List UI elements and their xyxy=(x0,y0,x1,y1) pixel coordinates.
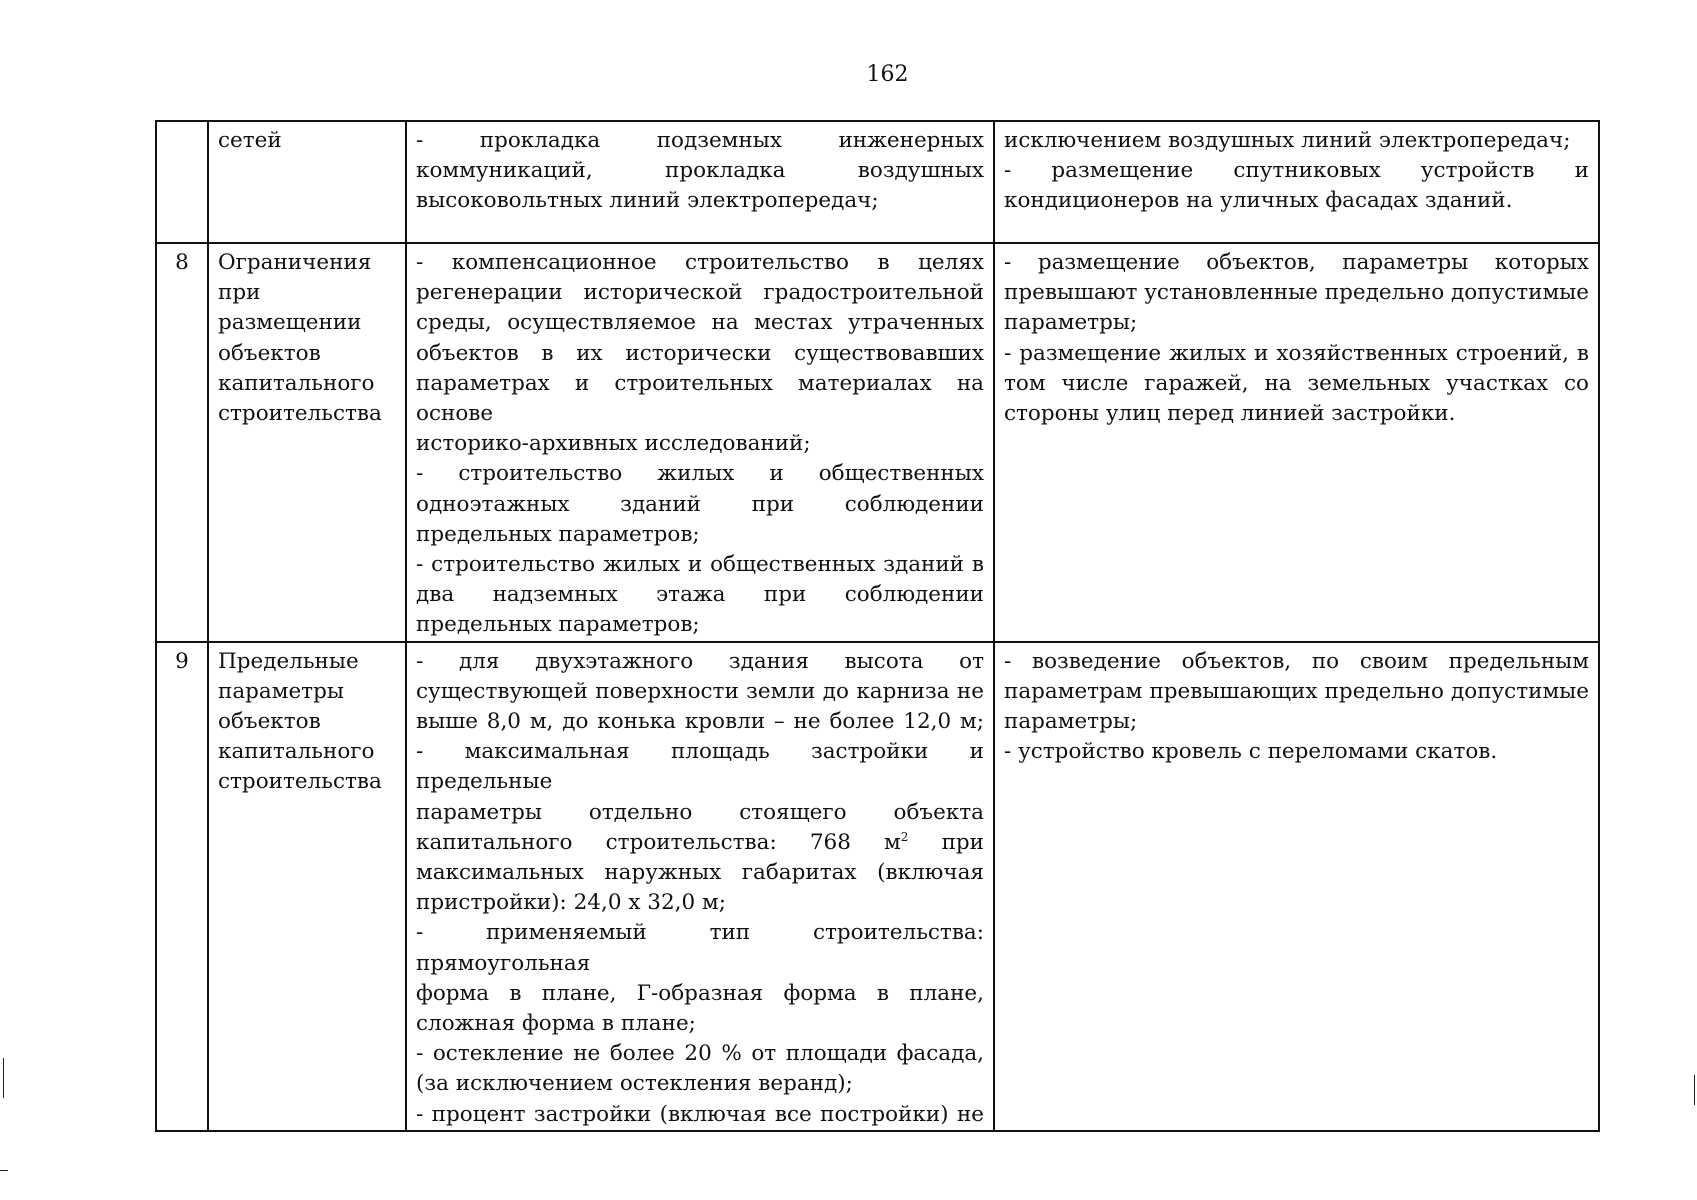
text-line: параметры; xyxy=(1004,709,1138,735)
text-line: - строительство жилых и общественных xyxy=(416,461,984,487)
text-line: выше 8,0 м, до конька кровли – не более 12,0 м; xyxy=(416,709,984,735)
text-line: капитального xyxy=(218,739,375,765)
superscript-two: 2 xyxy=(900,829,909,844)
table-row xyxy=(156,121,1599,243)
text-line: два надземных этажа при соблюдении xyxy=(416,582,984,608)
text-line: превышают установленные предельно допустимые xyxy=(1004,280,1590,306)
text-line: при xyxy=(218,280,261,306)
text-line: пристройки): 24,0 х 32,0 м; xyxy=(416,890,726,916)
text-line: параметры; xyxy=(1004,310,1138,336)
text-line: - для двухэтажного здания высота от xyxy=(416,648,984,674)
text-line: - размещение спутниковых устройств и xyxy=(1004,158,1589,184)
table-row xyxy=(156,243,1599,642)
text-line: - остекление не более 20 % от площади фасада, xyxy=(416,1041,984,1067)
table-row xyxy=(156,642,1599,1131)
scan-artifact-right xyxy=(1694,1075,1695,1105)
text-line: одноэтажных зданий при соблюдении xyxy=(416,491,984,517)
text-line: размещении xyxy=(218,310,362,336)
prohibited-cell xyxy=(994,121,1599,243)
text-line: капитального строительства: 768 $м^2$ при xyxy=(416,829,984,855)
text-line: - размещение объектов, параметры которых xyxy=(1004,250,1589,275)
text-line: объектов xyxy=(218,340,321,366)
text-line: предельных параметров; xyxy=(416,612,700,638)
allowed-cell xyxy=(406,642,994,1131)
text-line: стороны улиц перед линией застройки. xyxy=(1004,401,1456,427)
text-line: параметрам превышающих предельно допустимые xyxy=(1004,678,1589,704)
regulations-table xyxy=(155,120,1600,1132)
text-line: среды, осуществляемое на местах утраченных xyxy=(416,310,984,336)
text-line: объектов xyxy=(218,709,321,735)
row-number-cell: 8 xyxy=(156,243,208,642)
prohibited-cell xyxy=(994,243,1599,642)
parameter-name-cell xyxy=(208,243,406,642)
scan-artifact-left xyxy=(3,1058,4,1098)
text-line: объектов в их исторически существовавших xyxy=(416,340,984,366)
text-line: Предельные xyxy=(218,648,359,674)
text-line: капитального xyxy=(218,370,375,396)
text-line: исключением воздушных линий электропередач; xyxy=(1004,128,1571,153)
text-line: существующей поверхности земли до карниза не xyxy=(416,678,984,704)
text-line: Ограничения xyxy=(218,250,372,275)
text-line: сложная форма в плане; xyxy=(416,1011,696,1037)
text-line: - размещение жилых и хозяйственных строений, в xyxy=(1004,340,1589,366)
text-line: - возведение объектов, по своим предельным xyxy=(1004,648,1589,674)
allowed-cell xyxy=(406,243,994,642)
page-number: 162 xyxy=(866,62,909,87)
text-line: (за исключением остекления веранд); xyxy=(416,1071,853,1097)
text-line: том числе гаражей, на земельных участках со xyxy=(1004,370,1589,396)
text-line: коммуникаций, прокладка воздушных xyxy=(416,158,984,184)
text-line: кондиционеров на уличных фасадах зданий. xyxy=(1004,188,1513,214)
text-line: историко-архивных исследований; xyxy=(416,431,811,457)
text-line: - процент застройки (включая все постройки) не xyxy=(416,1101,984,1127)
text-line: - компенсационное строительство в целях xyxy=(416,250,984,275)
row-number-cell xyxy=(156,121,208,243)
text-line: параметры xyxy=(218,678,344,704)
text-line: - максимальная площадь застройки и предельные xyxy=(416,739,984,795)
parameter-name-cell xyxy=(208,642,406,1131)
text-line: строительства xyxy=(218,401,382,427)
text-line: - строительство жилых и общественных зданий в xyxy=(416,552,984,578)
allowed-cell xyxy=(406,121,994,243)
text-line: высоковольтных линий электропередач; xyxy=(416,188,879,214)
text-line: предельных параметров; xyxy=(416,521,700,547)
text-line: параметрах и строительных материалах на основе xyxy=(416,370,984,427)
parameter-name-cell xyxy=(208,121,406,243)
text-line: параметры отдельно стоящего объекта xyxy=(416,799,984,825)
text-line: регенерации исторической градостроительной xyxy=(416,280,984,306)
text-line: форма в плане, Г-образная форма в плане, xyxy=(416,980,984,1006)
text-line: - устройство кровель с переломами скатов. xyxy=(1004,739,1498,765)
text-line: - прокладка подземных инженерных xyxy=(416,128,984,153)
text-line: максимальных наружных габаритах (включая xyxy=(416,860,984,886)
text-line: - применяемый тип строительства: прямоугольная xyxy=(416,920,984,976)
row-number-cell: 9 xyxy=(156,642,208,1131)
scan-artifact-left-lower xyxy=(0,1170,8,1171)
prohibited-cell xyxy=(994,642,1599,1131)
text-line: сетей xyxy=(218,128,282,153)
text-line: строительства xyxy=(218,769,382,795)
